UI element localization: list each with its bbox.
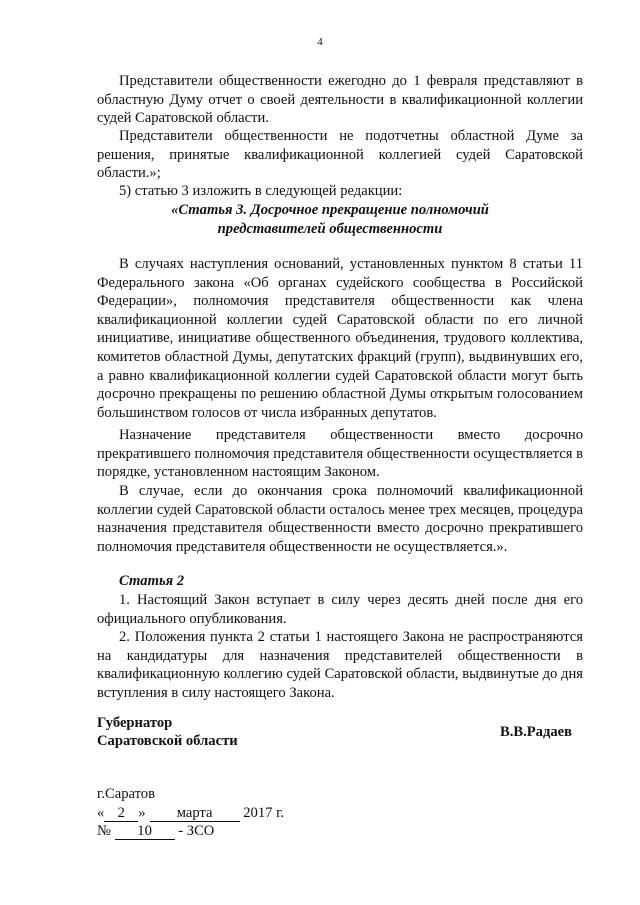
number-suffix: - ЗСО — [178, 823, 215, 839]
article-2-item-1: 1. Настоящий Закон вступает в силу через десять дней после дня его официального опубликования. — [97, 592, 583, 627]
paragraph-amendment: 5) статью 3 изложить в следующей редакции: — [119, 183, 403, 199]
date-open-quote: « — [97, 805, 105, 821]
paragraph-appointment: Назначение представителя общественности вместо досрочно прекратившего полномочия представителя общественности осуществляется в порядке, установленном настоящим Законом. — [97, 427, 583, 481]
signature-name: В.В.Радаев — [500, 724, 573, 740]
article-2-item-2: 2. Положения пункта 2 статьи 1 настоящего Закона не распространяются на кандидатуры для назначения представителей общественности в квалификационную коллегию судей Саратовской области, выдвинутые до дня вступления в силу настоящего Закона. — [97, 629, 583, 701]
law-number: 10 — [115, 824, 175, 840]
number-sign: № — [97, 823, 111, 839]
article-3-heading: «Статья 3. Досрочное прекращение полномочий представителей общественности — [171, 202, 489, 237]
footer-city: г.Саратов — [97, 786, 155, 802]
page-number: 4 — [317, 36, 323, 48]
paragraph-early-termination: В случаях наступления оснований, установленных пунктом 8 статьи 11 Федерального закона «Об органах судейского сообщества в Российской Федерации», полномочия представителя общественности как члена квалификационной коллегии судей Саратовской области по его личной инициативе, инициативе общественного объединения, трудового коллектива, комитетов областной Думы, депутатских фракций (групп), выдвинувших его, а равно квалификационной коллегии судей Саратовской области могут быть досрочно прекращены по решению областной Думы открытым голосованием большинством голосов от числа избранных депутатов. — [97, 256, 583, 421]
footer-date — [97, 804, 284, 823]
paragraph-accountability: Представители общественности не подотчетны областной Думе за решения, принятые квалификационной коллегией судей Саратовской области.»; — [97, 128, 583, 182]
signature-title-line2: Саратовской области — [97, 733, 238, 749]
footer-number — [97, 822, 214, 841]
date-close-quote: » — [138, 805, 146, 821]
date-month: марта — [150, 806, 240, 822]
date-year: 2017 г. — [243, 805, 285, 821]
paragraph-report: Представители общественности ежегодно до 1 февраля представляют в областную Думу отчет о своей деятельности в квалификационной коллегии судей Саратовской области. — [97, 73, 583, 127]
paragraph-exception: В случае, если до окончания срока полномочий квалификационной коллегии судей Саратовской области осталось менее трех месяцев, процедура назначения представителя общественности вместо досрочно прекратившего полномочия представителя общественности не осуществляется.». — [97, 483, 583, 555]
date-day: 2 — [104, 806, 138, 822]
article-2-heading: Статья 2 — [119, 573, 185, 589]
signature-title-line1: Губернатор — [97, 715, 173, 731]
